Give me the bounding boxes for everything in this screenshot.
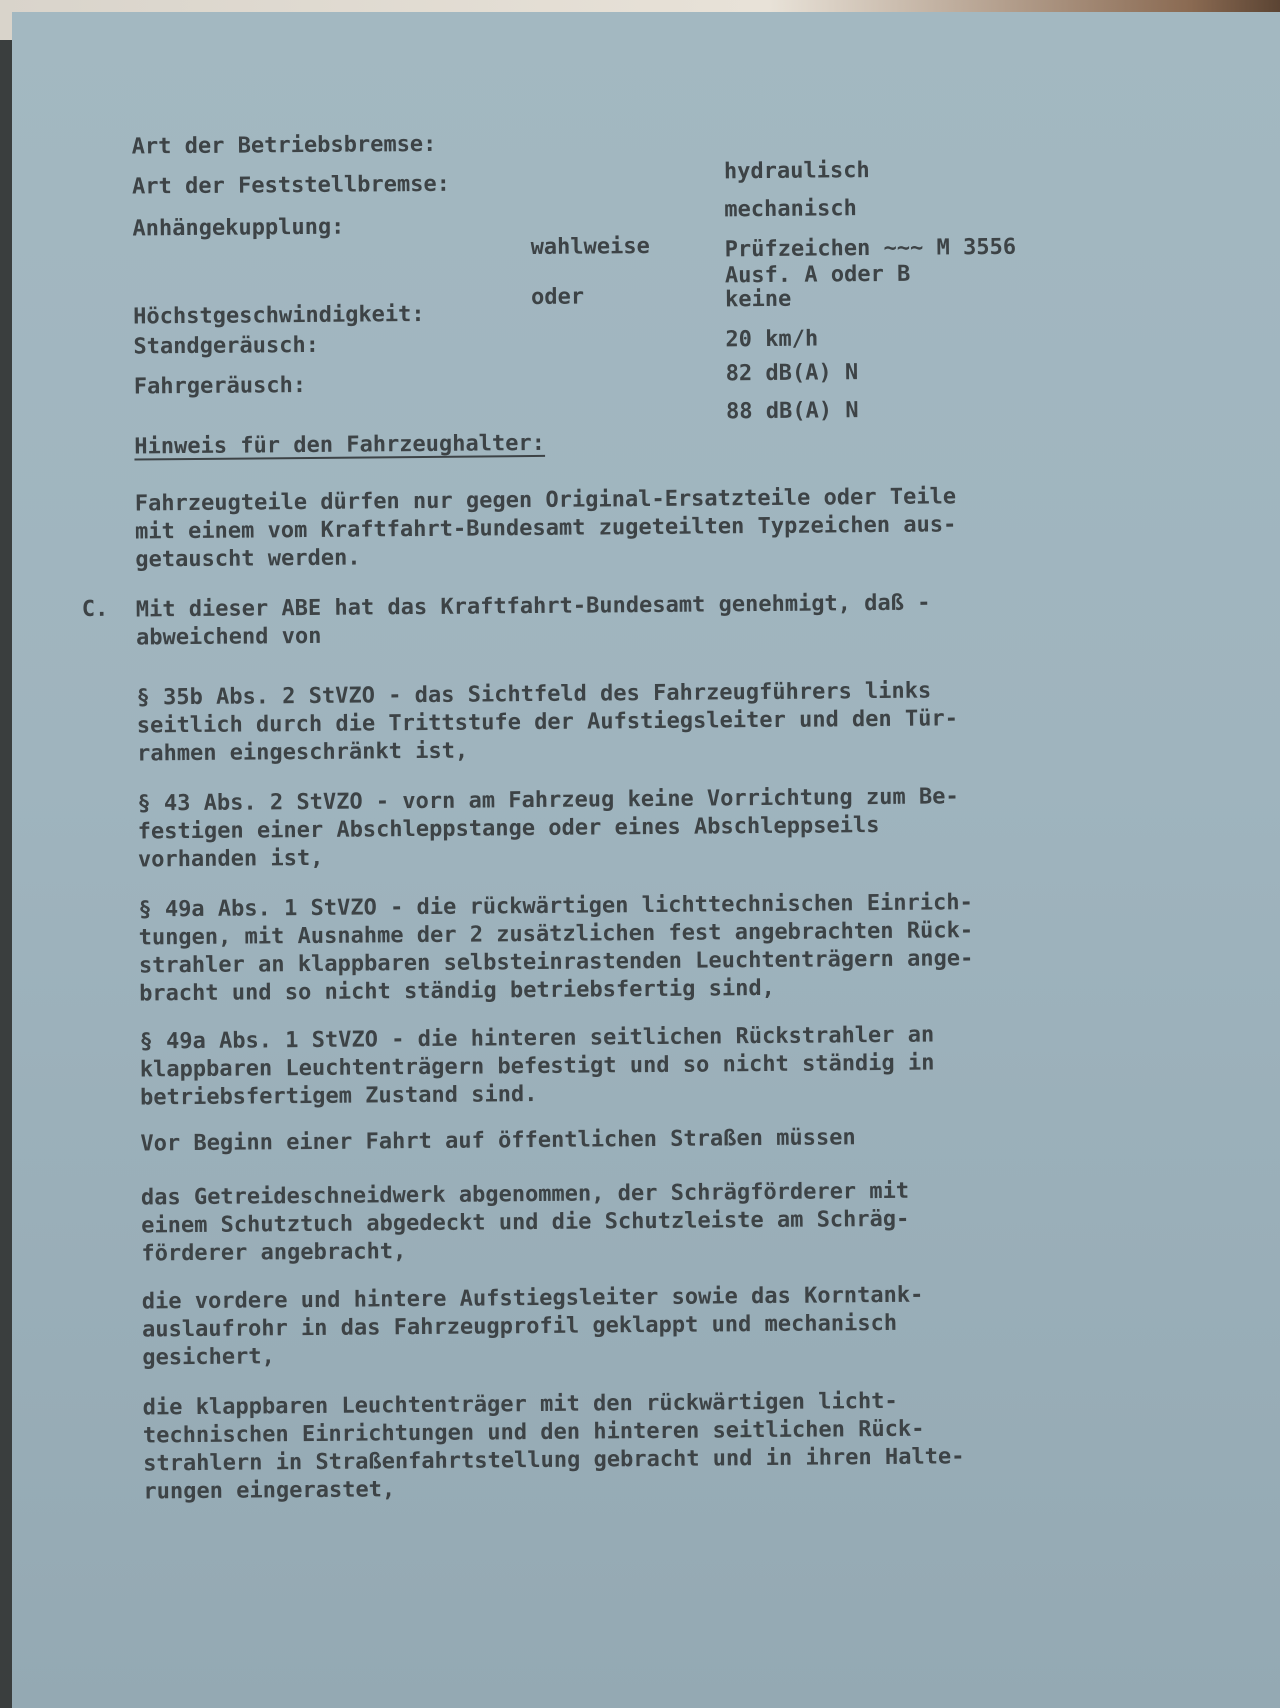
spec-value-standgeraeusch: 82 dB(A) N: [725, 360, 859, 387]
spec-label-feststellbremse: Art der Feststellbremse:: [131, 171, 451, 200]
condition-leuchtentraeger: die klappbaren Leuchtenträger mit den rückwärtigen licht- technischen Einrichtungen und den hinteren seitlichen Rück- strahlern in Straßenfahrtstellung gebracht und in ihren Halte- rungen eingerastet,: [142, 1388, 965, 1505]
spec-value-hoechstgeschwindigkeit: 20 km/h: [725, 326, 819, 353]
spec-value-keine: keine: [724, 286, 792, 313]
exemption-item-49a-first: § 49a Abs. 1 StVZO - die rückwärtigen lichttechnischen Einrich- tungen, mit Ausnahme der 2 zusätzlichen fest angebrachten Rück- strahler an klappbaren selbsteinrastenden Leuchtenträgern ange- bracht und so nicht ständig betriebsfertig sind,: [138, 890, 974, 1007]
spec-option-oder: oder: [530, 284, 585, 311]
document-content: [12, 12, 1280, 1708]
spec-value-pruefzeichen: Prüfzeichen ~~~ M 3556: [724, 234, 1017, 263]
exemption-item-43: § 43 Abs. 2 StVZO - vorn am Fahrzeug keine Vorrichtung zum Be- festigen einer Abschleppstange oder eines Abschleppseils vorhanden ist,: [137, 784, 959, 873]
section-c-intro: Mit dieser ABE hat das Kraftfahrt-Bundesamt genehmigt, daß - abweichend von: [135, 590, 931, 651]
spec-option-wahlweise: wahlweise: [530, 233, 650, 261]
spec-label-betriebsbremse: Art der Betriebsbremse:: [131, 131, 437, 160]
spec-value-ausfuehrung: Ausf. A oder B: [724, 261, 911, 289]
before-drive-text: Vor Beginn einer Fahrt auf öffentlichen Straßen müssen: [140, 1125, 856, 1157]
hinweis-heading: Hinweis für den Fahrzeughalter:: [134, 430, 546, 460]
condition-aufstiegsleiter: die vordere und hintere Aufstiegsleiter sowie das Korntank- auslaufrohr in das Fahrzeugprofil geklappt und mechanisch gesichert,: [141, 1282, 924, 1371]
spec-label-fahrgeraeusch: Fahrgeräusch:: [133, 373, 307, 400]
spec-value-betriebsbremse: hydraulisch: [723, 158, 870, 185]
exemption-item-49a-second: § 49a Abs. 1 StVZO - die hinteren seitlichen Rückstrahler an klappbaren Leuchtenträgern befestigt und so nicht ständig in betriebsfertigem Zustand sind.: [139, 1022, 935, 1111]
spec-label-hoechstgeschwindigkeit: Höchstgeschwindigkeit:: [133, 301, 425, 330]
spec-value-feststellbremse: mechanisch: [724, 196, 857, 223]
document-page: [12, 12, 1280, 1708]
section-c-marker: C.: [81, 596, 109, 622]
spec-label-anhaengekupplung: Anhängekupplung:: [132, 214, 345, 242]
exemption-item-35b: § 35b Abs. 2 StVZO - das Sichtfeld des Fahrzeugführers links seitlich durch die Trittstufe der Aufstiegsleiter und den Tür- rahmen eingeschränkt ist,: [136, 678, 959, 767]
spec-value-fahrgeraeusch: 88 dB(A) N: [725, 398, 859, 425]
condition-schneidwerk: das Getreideschneidwerk abgenommen, der Schrägförderer mit einem Schutztuch abgedeckt und die Schutzleiste am Schräg- förderer angebracht,: [140, 1178, 910, 1267]
hinweis-text: Fahrzeugteile dürfen nur gegen Original-Ersatzteile oder Teile mit einem vom Kraftfahrt-Bundesamt zugeteilten Typzeichen aus- getauscht werden.: [134, 484, 957, 573]
spec-label-standgeraeusch: Standgeräusch:: [133, 332, 320, 360]
